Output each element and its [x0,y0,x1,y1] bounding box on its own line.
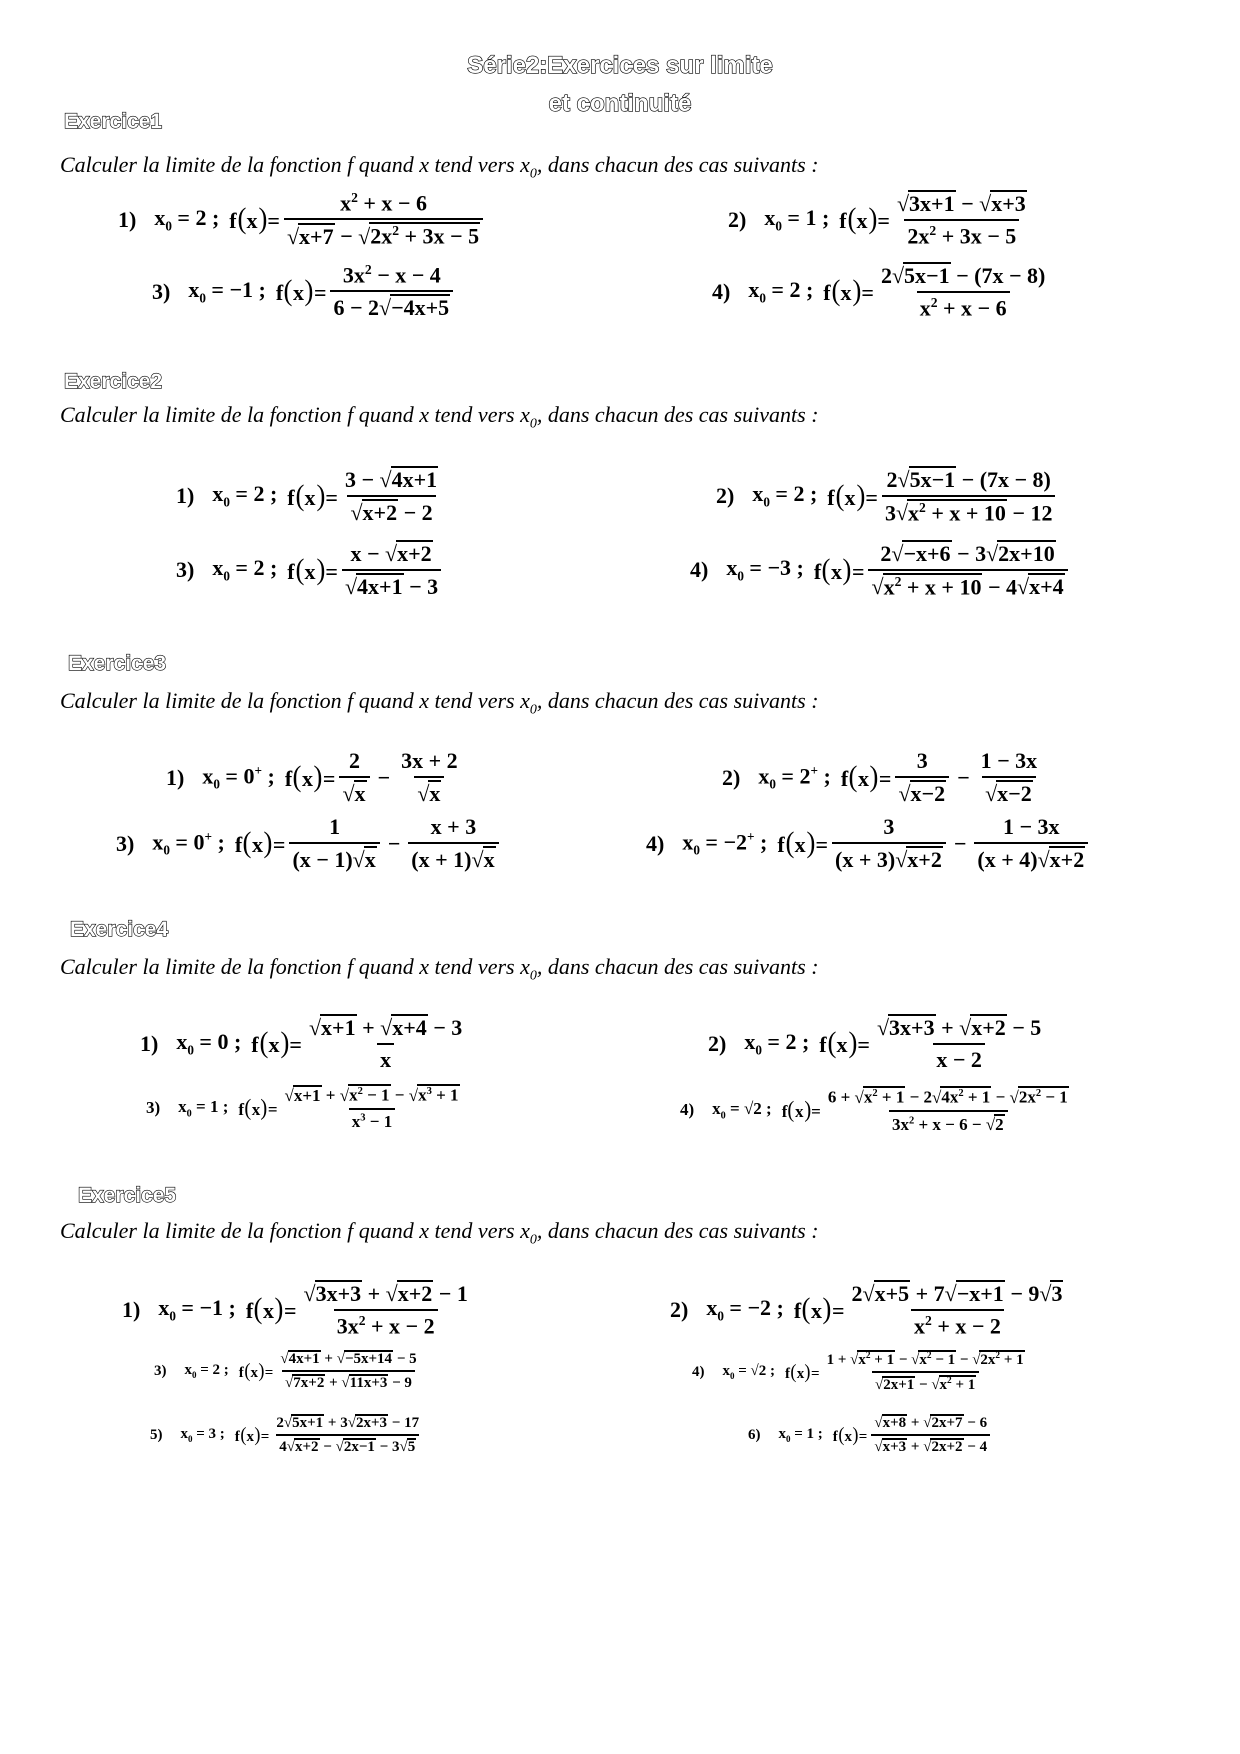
fraction: $\frac{x + 3}{(x + 1)√x}$ [408,814,498,873]
exercise-item: 1) $x_0 = 2$ ; f(x)= $\frac{3 - √4x+1}{√x+2 - 2}$ [176,466,443,526]
fraction: $\frac{√3x+3 + √x+2 - 5}{x - 2}$ [876,1015,1042,1072]
exercise-item: 2) $x_0 = 2^+$ ; f(x)= $\frac{3}{√x-2}$ − $\frac{1 - 3x}{√x-2}$ [722,748,1042,807]
fraction: $\frac{2√5x+1 + 3√2x+3 - 17}{4√x+2 - √2x-1 - 3√5}$ [276,1415,420,1455]
fraction: $\frac{3x + 2}{√x}$ [401,748,458,806]
exercise-item: 3) $x_0 = 2$ ; f(x)= $\frac{√4x+1 + √-5x+14 - 5}{√7x+2 + √11x+3 - 9}$ [154,1350,422,1392]
exercise-instruction: Calculer la limite de la fonction f quand x tend vers $x_0$, dans chacun des cas suivants : [60,402,819,432]
exercise-item: 4) $x_0 = -2^+$ ; f(x)= $\frac{3}{(x + 3)√x+2}$ − $\frac{1 - 3x}{(x + 4)√x+2}$ [646,814,1090,873]
fraction: $\frac{√4x+1 + √-5x+14 - 5}{√7x+2 + √11x+3 - 9}$ [280,1351,417,1391]
fraction: $\frac{2√5x-1 - (7x - 8)}{3√x^2 + x + 10 - 12}$ [882,466,1056,526]
fraction: $\frac{3}{(x + 3)√x+2}$ [832,814,946,873]
exercise-item: 1) $x_0 = 0^+$ ; f(x)= $\frac{2}{√x}$ − $\frac{3x + 2}{√x}$ [166,748,463,807]
fraction: $\frac{1}{(x - 1)√x}$ [289,814,379,873]
exercise-item: 6) $x_0 = 1$ ; f(x)= $\frac{√x+8 + √2x+7 - 6}{√x+3 + √2x+2 - 4}$ [748,1414,992,1456]
fraction: $\frac{2√5x-1 - (7x - 8)}{x^2 + x - 6}$ [880,263,1046,321]
exercise-instruction: Calculer la limite de la fonction f quand x tend vers $x_0$, dans chacun des cas suivants : [60,954,819,984]
exercise-item: 3) $x_0 = 0^+$ ; f(x)= $\frac{1}{(x - 1)√x}$ − $\frac{x + 3}{(x + 1)√x}$ [116,814,501,873]
exercise-item: 2) $x_0 = 1$ ; f(x)= $\frac{√3x+1 - √x+3}{2x^2 + 3x - 5}$ [728,190,1032,249]
exercise-item: 3) $x_0 = 1$ ; f(x)= $\frac{√x+1 + √x^2 - 1 - √x^3 + 1}{x^3 - 1}$ [146,1084,465,1132]
fraction: $\frac{x - √x+2}{√4x+1 - 3}$ [342,540,441,600]
exercise-item: 4) $x_0 = √2$ ; f(x)= $\frac{1 + √x^2 + 1 - √x^2 - 1 - √2x^2 + 1}{√2x+1 - √x^2 + 1}$ [692,1350,1030,1394]
exercise-title: Exercice5 [78,1184,177,1207]
exercise-item: 2) $x_0 = -2$ ; f(x)= $\frac{2√x+5 + 7√-x+1 - 9√3}{x^2 + x - 2}$ [670,1280,1068,1339]
fraction: $\frac{√x+1 + √x+4 - 3}{x}$ [308,1015,463,1072]
exercise-item: 3) $x_0 = -1$ ; f(x)= $\frac{3x^2 - x - 4}{6 - 2√-4x+5}$ [152,262,455,321]
fraction: $\frac{1 + √x^2 + 1 - √x^2 - 1 - √2x^2 + 1}{√2x+1 - √x^2 + 1}$ [826,1351,1024,1393]
page-title-line1: Série2:Exercices sur limite [467,52,773,79]
fraction: $\frac{2√-x+6 - 3√2x+10}{√x^2 + x + 10 - 4√x+4}$ [868,540,1067,600]
fraction: $\frac{√3x+3 + √x+2 - 1}{3x^2 + x - 2}$ [303,1281,468,1339]
exercise-title: Exercice3 [68,652,167,675]
exercise-item: 1) $x_0 = 0$ ; f(x)= $\frac{√x+1 + √x+4 - 3}{x}$ [140,1014,467,1073]
exercise-item: 5) $x_0 = 3$ ; f(x)= $\frac{2√5x+1 + 3√2x+3 - 17}{4√x+2 - √2x-1 - 3√5}$ [150,1414,424,1456]
fraction: $\frac{√x+1 + √x^2 - 1 - √x^3 + 1}{x^3 - 1}$ [284,1085,459,1131]
fraction: $\frac{2}{√x}$ [339,748,369,807]
fraction: $\frac{√x+8 + √2x+7 - 6}{√x+3 + √2x+2 - 4}$ [871,1414,990,1456]
exercise-item: 1) $x_0 = -1$ ; f(x)= $\frac{√3x+3 + √x+2 - 1}{3x^2 + x - 2}$ [122,1280,473,1339]
exercise-item: 1) $x_0 = 2$ ; f(x)= $\frac{x^2 + x - 6}{√x+7 - √2x^2 + 3x - 5}$ [118,190,485,250]
fraction: $\frac{6 + √x^2 + 1 - 2√4x^2 + 1 - √2x^2 - 1}{3x^2 + x - 6 - √2}$ [827,1087,1068,1134]
exercise-title: Exercice4 [70,918,169,941]
exercise-instruction: Calculer la limite de la fonction f quand x tend vers $x_0$, dans chacun des cas suivants : [60,1218,819,1248]
fraction: $\frac{3 - √4x+1}{√x+2 - 2}$ [344,467,438,525]
page-title-line2: et continuité [548,90,692,117]
exercise-item: 3) $x_0 = 2$ ; f(x)= $\frac{x - √x+2}{√4x+1 - 3}$ [176,540,443,600]
fraction: $\frac{x^2 + x - 6}{√x+7 - √2x^2 + 3x - 5}$ [284,190,483,250]
fraction: $\frac{√3x+1 - √x+3}{2x^2 + 3x - 5}$ [896,191,1026,249]
exercise-title: Exercice1 [64,110,163,133]
fraction: $\frac{3x^2 - x - 4}{6 - 2√-4x+5}$ [330,262,453,321]
exercise-item: 4) $x_0 = √2$ ; f(x)= $\frac{6 + √x^2 + 1 - 2√4x^2 + 1 - √2x^2 - 1}{3x^2 + x - 6 - √2}$ [680,1086,1074,1135]
fraction: $\frac{3}{√x-2}$ [895,748,949,807]
exercise-item: 2) $x_0 = 2$ ; f(x)= $\frac{√3x+3 + √x+2 - 5}{x - 2}$ [708,1014,1046,1073]
fraction: $\frac{1 - 3x}{(x + 4)√x+2}$ [974,814,1088,873]
exercise-instruction: Calculer la limite de la fonction f quand x tend vers $x_0$, dans chacun des cas suivants : [60,152,819,182]
fraction: $\frac{2√x+5 + 7√-x+1 - 9√3}{x^2 + x - 2}$ [851,1281,1063,1339]
exercise-item: 4) $x_0 = -3$ ; f(x)= $\frac{2√-x+6 - 3√2x+10}{√x^2 + x + 10 - 4√x+4}$ [690,540,1070,600]
exercise-title: Exercice2 [64,370,163,393]
fraction: $\frac{1 - 3x}{√x-2}$ [980,748,1038,806]
exercise-instruction: Calculer la limite de la fonction f quand x tend vers $x_0$, dans chacun des cas suivants : [60,688,819,718]
exercise-item: 2) $x_0 = 2$ ; f(x)= $\frac{2√5x-1 - (7x - 8)}{3√x^2 + x + 10 - 12}$ [716,466,1057,526]
exercise-item: 4) $x_0 = 2$ ; f(x)= $\frac{2√5x-1 - (7x - 8)}{x^2 + x - 6}$ [712,262,1050,321]
